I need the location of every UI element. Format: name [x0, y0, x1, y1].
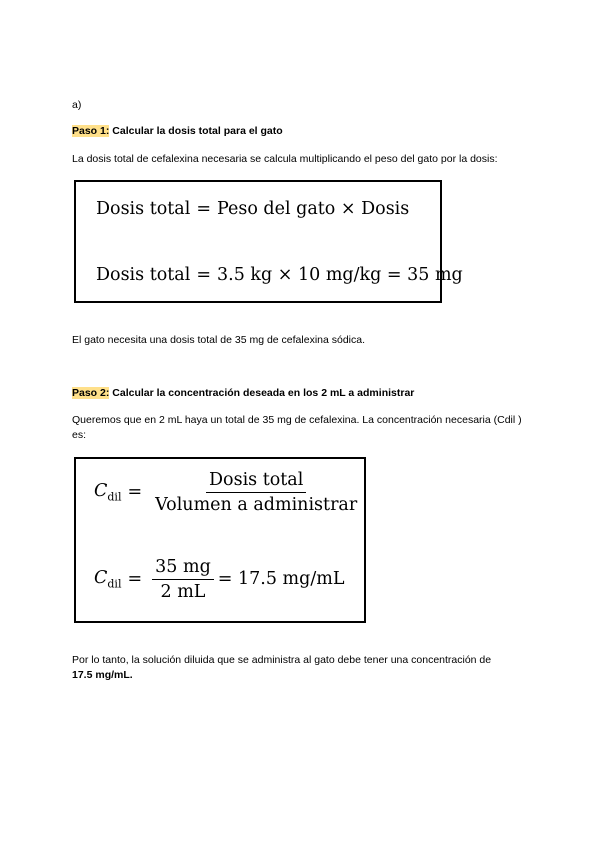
eq4-result: = 17.5 mg/mL	[217, 569, 345, 589]
eq1-lhs: Dosis total	[96, 199, 191, 219]
cdil-var-1: $C_{dil}$	[94, 480, 122, 504]
step1-equation-1	[96, 197, 409, 221]
eq3-denominator: Volumen a administrar	[155, 494, 358, 515]
step2-title: Calcular la concentración deseada en los 2 mL a administrar	[109, 387, 415, 399]
step2-intro: Queremos que en 2 mL haya un total de 35 mg de cefalexina. La concentración necesaria (Cdil ) es:	[72, 414, 522, 441]
eq4-fraction	[152, 557, 214, 602]
step1-conclusion: El gato necesita una dosis total de 35 mg de cefalexina sódica.	[72, 334, 366, 346]
section-label: a)	[72, 99, 82, 111]
eq1-rhs: Peso del gato × Dosis	[217, 199, 410, 219]
step2-conclusion-value: 17.5 mg/mL.	[72, 669, 133, 681]
eq3-numerator: Dosis total	[206, 470, 306, 493]
step2-heading	[72, 386, 414, 401]
step2-conclusion-text: Por lo tanto, la solución diluida que se administra al gato debe tener una concentración de	[72, 654, 492, 666]
eq1-op: =	[196, 199, 211, 219]
step2-equation-1	[94, 470, 364, 514]
eq2-op: =	[196, 265, 211, 285]
step2-equation-2	[94, 556, 344, 602]
eq3-op: =	[127, 482, 143, 502]
step2-tag: Paso 2:	[72, 387, 110, 399]
step1-intro: La dosis total de cefalexina necesaria se calcula multiplicando el peso del gato por la dosis:	[72, 153, 498, 165]
eq2-lhs: Dosis total	[96, 265, 191, 285]
eq2-rhs: 3.5 kg × 10 mg/kg = 35 mg	[217, 265, 463, 285]
cdil-var-2: $C_{dil}$	[94, 567, 122, 591]
eq4-denominator: 2 mL	[160, 581, 206, 602]
eq4-numerator: 35 mg	[152, 557, 214, 580]
eq3-fraction	[152, 470, 360, 515]
step1-heading	[72, 124, 283, 139]
eq4-op: =	[127, 569, 143, 589]
step1-title: Calcular la dosis total para el gato	[109, 125, 283, 137]
step1-tag: Paso 1:	[72, 125, 110, 137]
step1-equation-2	[96, 263, 463, 287]
